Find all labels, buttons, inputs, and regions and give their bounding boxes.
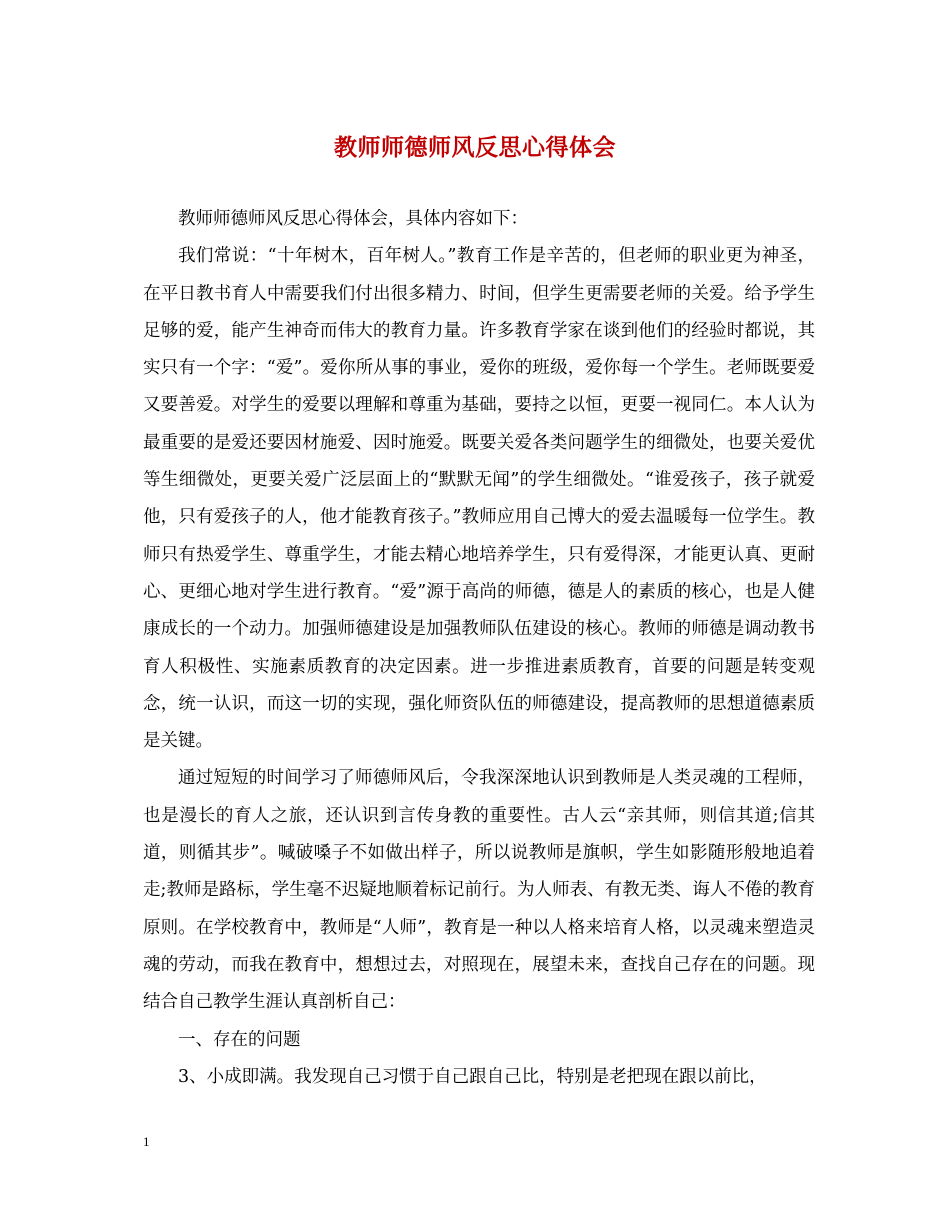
paragraph-study-reflection: 通过短短的时间学习了师德师风后，令我深深地认识到教师是人类灵魂的工程师，也是漫长的育人之旅，还认识到言传身教的重要性。古人云“亲其师，则信其道;信其道，则循其步”。喊破嗓子不如做出样子，所以说教师是旗帜，学生如影随形般地追着走;教师是路标，学生毫不迟疑地顺着标记前行。为人师表、有教无类、诲人不倦的教育原则。在学校教育中，教师是“人师”，教育是一种以人格来培育人格，以灵魂来塑造灵魂的劳动，而我在教育中，想想过去，对照现在，展望未来，查找自己存在的问题。现结合自己教学生涯认真剖析自己： [143,768,815,1013]
paragraph-problem-item-3: 3、小成即满。我发现自己习惯于自己跟自己比，特别是老把现在跟以前比， [178,1066,767,1087]
section-heading-problems: 一、存在的问题 [178,1029,301,1050]
page-number: 1 [143,1134,150,1149]
document-body [143,201,815,1096]
paragraph-love-education: 我们常说：“十年树木，百年树人。”教育工作是辛苦的，但老师的职业更为神圣，在平日教书育人中需要我们付出很多精力、时间，但学生更需要老师的关爱。给予学生足够的爱，能产生神奇而伟大的教育力量。许多教育学家在谈到他们的经验时都说，其实只有一个字：“爱”。爱你所从事的事业，爱你的班级，爱你每一个学生。老师既要爱又要善爱。对学生的爱要以理解和尊重为基础，要持之以恒，更要一视同仁。本人认为最重要的是爱还要因材施爱、因时施爱。既要关爱各类问题学生的细微处，也要关爱优等生细微处，更要关爱广泛层面上的“默默无闻”的学生细微处。“谁爱孩子，孩子就爱他，只有爱孩子的人，他才能教育孩子。”教师应用自己博大的爱去温暖每一位学生。教师只有热爱学生、尊重学生，才能去精心地培养学生，只有爱得深，才能更认真、更耐心、更细心地对学生进行教育。“爱”源于高尚的师德，德是人的素质的核心，也是人健康成长的一个动力。加强师德建设是加强教师队伍建设的核心。教师的师德是调动教书育人积极性、实施素质教育的决定因素。进一步推进素质教育，首要的问题是转变观念，统一认识，而这一切的实现，强化师资队伍的师德建设，提高教师的思想道德素质是关键。 [143,246,815,752]
paragraph-intro: 教师师德师风反思心得体会，具体内容如下： [178,209,528,229]
document-title: 教师师德师风反思心得体会 [334,134,616,161]
